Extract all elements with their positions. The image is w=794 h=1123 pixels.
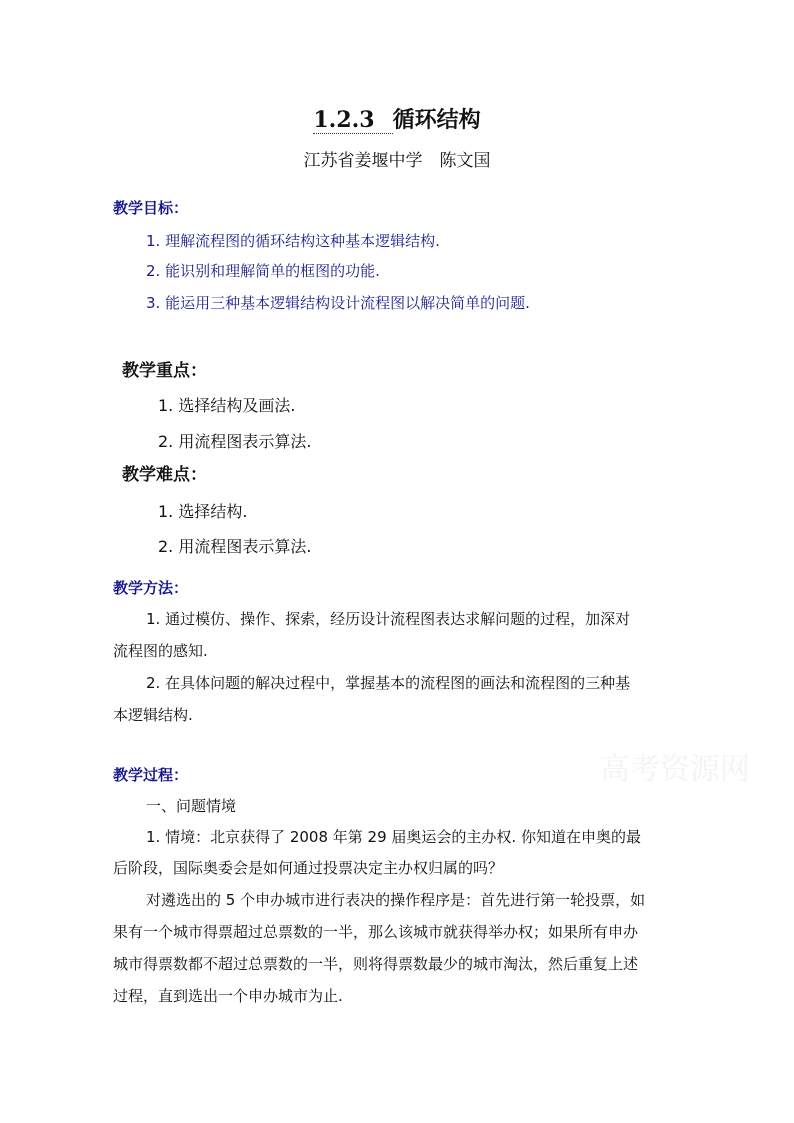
difficulty-item: 1. 选择结构.	[158, 502, 248, 521]
methods-line: 本逻辑结构.	[113, 706, 193, 724]
objective-item: 2. 能识别和理解简单的框图的功能.	[146, 262, 380, 280]
methods-line: 流程图的感知.	[113, 642, 208, 660]
process-line: 果有一个城市得票超过总票数的一半，那么该城市就获得举办权；如果所有申办	[113, 923, 639, 941]
objective-item: 1. 理解流程图的循环结构这种基本逻辑结构.	[146, 232, 440, 250]
process-line: 对遴选出的 5 个申办城市进行表决的操作程序是：首先进行第一轮投票，如	[146, 891, 646, 909]
section-number: 1.2.3	[313, 107, 392, 134]
methods-line: 2. 在具体问题的解决过程中，掌握基本的流程图的画法和流程图的三种基	[146, 674, 631, 692]
process-line: 城市得票数都不超过总票数的一半，则将得票数最少的城市淘汰，然后重复上述	[113, 955, 639, 973]
key-points-heading: 教学重点：	[122, 361, 207, 381]
author-line: 江苏省姜堰中学 陈文国	[303, 151, 491, 171]
difficulties-heading: 教学难点：	[122, 465, 207, 485]
process-line: 过程，直到选出一个申办城市为止.	[113, 987, 343, 1005]
methods-heading: 教学方法：	[113, 579, 189, 597]
title-text: 循环结构	[392, 107, 481, 133]
process-section-title: 一、问题情境	[146, 797, 237, 815]
process-heading: 教学过程：	[113, 766, 189, 784]
methods-line: 1. 通过模仿、操作、探索，经历设计流程图表达求解问题的过程，加深对	[146, 610, 631, 628]
document-title	[0, 106, 794, 134]
process-line: 1. 情境：北京获得了 2008 年第 29 届奥运会的主办权. 你知道在申奥的最	[146, 828, 641, 846]
objectives-heading: 教学目标：	[113, 199, 189, 217]
key-point-item: 1. 选择结构及画法.	[158, 396, 296, 415]
process-line: 后阶段，国际奥委会是如何通过投票决定主办权归属的吗？	[113, 859, 504, 877]
watermark: 高考资源网	[600, 752, 750, 787]
key-point-item: 2. 用流程图表示算法.	[158, 432, 312, 451]
objective-item: 3. 能运用三种基本逻辑结构设计流程图以解决简单的问题.	[146, 294, 530, 312]
difficulty-item: 2. 用流程图表示算法.	[158, 537, 312, 556]
